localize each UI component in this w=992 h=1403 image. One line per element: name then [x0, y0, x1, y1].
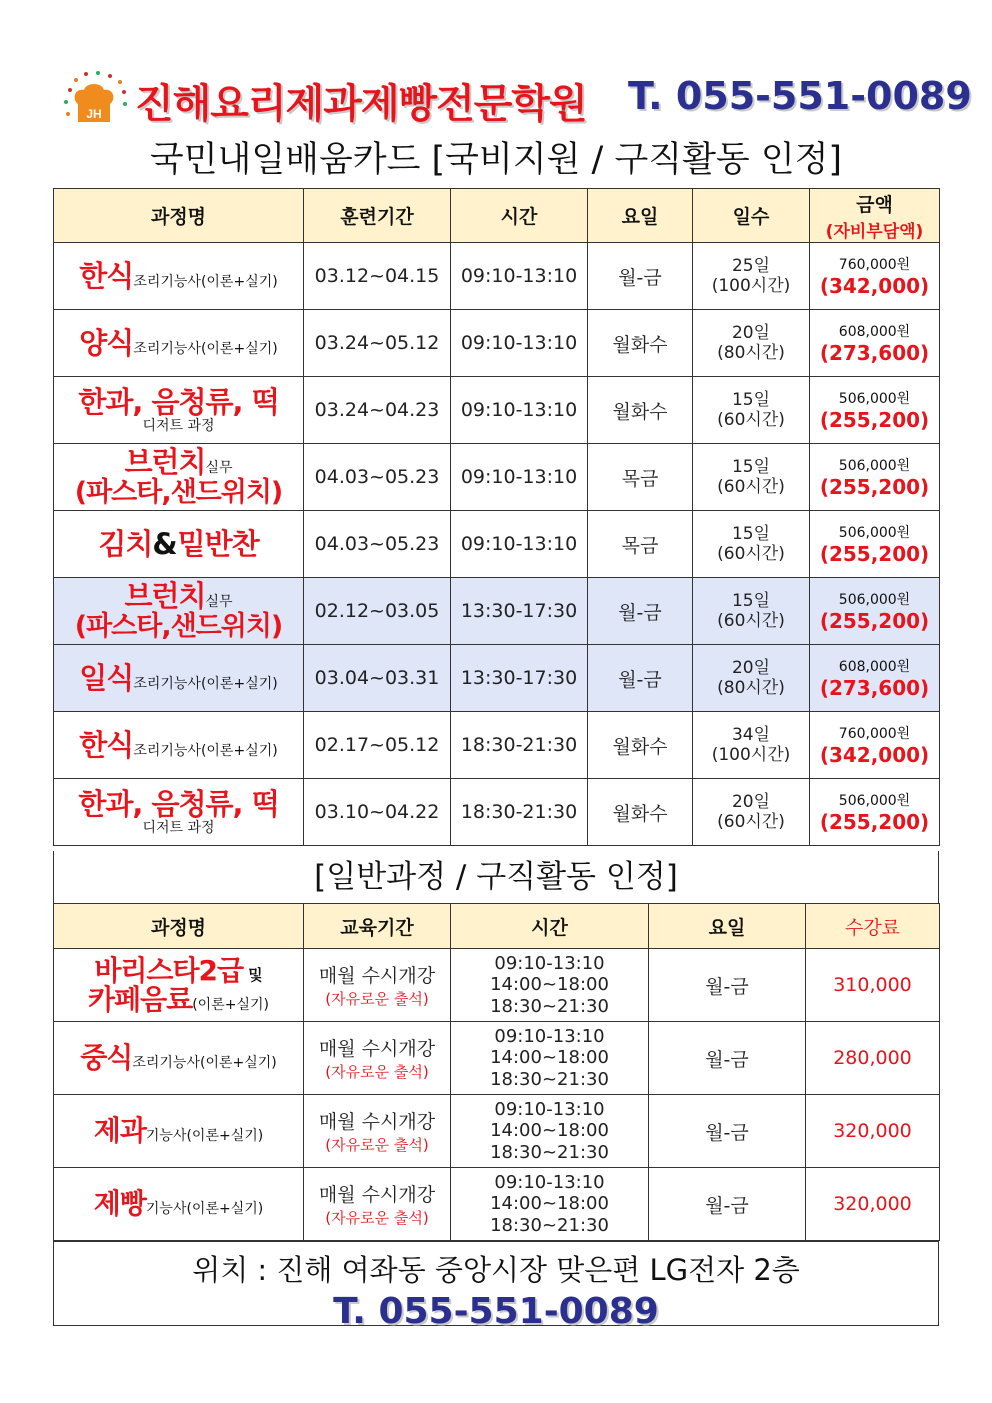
course-name: 제과: [93, 1114, 146, 1148]
hours-count: (60시간): [717, 410, 785, 430]
course-name-part-a: 김치: [98, 526, 153, 561]
header-phone: T. 055-551-0089: [628, 74, 972, 118]
page-subtitle: 국민내일배움카드 [국비지원 / 구직활동 인정]: [149, 140, 843, 180]
price-header-label: 금액: [856, 193, 893, 216]
weekday-cell: 월-금: [649, 1168, 806, 1241]
price-cell: [810, 243, 940, 310]
school-name: 진해요리제과제빵전문학원: [135, 81, 587, 127]
course-name-amp: &: [152, 526, 178, 561]
table-row: [54, 712, 940, 779]
time-cell: 18:30-21:30: [451, 712, 588, 779]
period-cell: 03.10~04.22: [304, 779, 451, 846]
full-price: 760,000원: [838, 257, 911, 273]
col-header: 교육기간: [304, 904, 451, 949]
period-note: (자유로운 출석): [325, 990, 429, 1008]
weekday-cell: 월-금: [588, 578, 693, 645]
time-cell: 18:30-21:30: [451, 779, 588, 846]
fee-cell: 280,000: [806, 1022, 940, 1095]
course-suffix: 조리기능사(이론+실기): [133, 675, 278, 692]
course-subtitle: 디저트 과정: [142, 417, 215, 434]
course-name-part-b: 밑반찬: [177, 526, 259, 561]
full-price: 506,000원: [838, 525, 911, 541]
times-cell: [451, 1022, 649, 1095]
course-name-cell: [54, 1022, 304, 1095]
course-conjunction: 및: [248, 965, 263, 984]
times-cell: [451, 949, 649, 1022]
course-name: 한과, 음청류, 떡: [78, 786, 279, 821]
time-slot: 09:10-13:10: [494, 1098, 605, 1120]
period-cell: 02.17~05.12: [304, 712, 451, 779]
table-row-highlighted: [54, 645, 940, 712]
weekday-cell: 월화수: [588, 310, 693, 377]
self-pay: (273,600): [819, 341, 930, 365]
hours-count: (60시간): [717, 611, 785, 631]
time-slot: 09:10-13:10: [494, 1171, 605, 1193]
self-pay: (273,600): [819, 676, 930, 700]
days-cell: [693, 377, 810, 444]
period-cell: 03.12~04.15: [304, 243, 451, 310]
footer-phone: T. 055-551-0089: [333, 1291, 659, 1332]
self-pay: (255,200): [819, 475, 930, 499]
table-row-highlighted: [54, 578, 940, 645]
period-cell: 02.12~03.05: [304, 578, 451, 645]
days-cell: [693, 779, 810, 846]
full-price: 506,000원: [838, 793, 911, 809]
course-name-cell: [54, 949, 304, 1022]
hours-count: (80시간): [717, 678, 785, 698]
period-cell: 03.24~04.23: [304, 377, 451, 444]
days-cell: [693, 511, 810, 578]
time-slot: 14:00~18:00: [490, 1047, 609, 1069]
table-header-row: [54, 189, 940, 243]
time-cell: 09:10-13:10: [451, 444, 588, 511]
general-section-title: [일반과정 / 구직활동 인정]: [53, 851, 939, 903]
full-price: 506,000원: [838, 592, 911, 608]
self-pay: (255,200): [819, 542, 930, 566]
hours-count: (100시간): [711, 745, 791, 765]
time-cell: 13:30-17:30: [451, 645, 588, 712]
course-name-cell: [54, 310, 304, 377]
course-name: 한식: [79, 727, 134, 762]
table-row: [54, 779, 940, 846]
time-slot: 18:30~21:30: [490, 995, 609, 1017]
col-header: 시간: [451, 904, 649, 949]
price-cell: [810, 645, 940, 712]
hours-count: (60시간): [717, 477, 785, 497]
col-header: 과정명: [54, 189, 304, 243]
logo-text: JH: [86, 107, 102, 121]
course-name-line2: (파스타,샌드위치): [74, 611, 283, 642]
time-cell: 09:10-13:10: [451, 243, 588, 310]
period-cell: 03.04~03.31: [304, 645, 451, 712]
days-count: 25일: [731, 255, 771, 276]
period-note: (자유로운 출석): [325, 1063, 429, 1081]
course-suffix: 조리기능사(이론+실기): [133, 273, 278, 290]
course-subtitle: 디저트 과정: [142, 819, 215, 836]
col-header: 일수: [693, 189, 810, 243]
course-name-cell: [54, 712, 304, 779]
period-note: (자유로운 출석): [325, 1209, 429, 1227]
course-name-cell: [54, 645, 304, 712]
days-count: 15일: [731, 523, 771, 544]
times-cell: [451, 1168, 649, 1241]
days-count: 15일: [731, 590, 771, 611]
time-slot: 09:10-13:10: [494, 952, 605, 974]
full-price: 608,000원: [838, 324, 911, 340]
table-row: [54, 310, 940, 377]
course-suffix: 실무: [205, 460, 233, 476]
fee-cell: 310,000: [806, 949, 940, 1022]
col-header: 요일: [588, 189, 693, 243]
course-name: 일식: [79, 660, 134, 695]
days-cell: [693, 310, 810, 377]
self-pay: (255,200): [819, 810, 930, 834]
course-name-cell: [54, 578, 304, 645]
self-pay: (342,000): [819, 743, 930, 767]
course-suffix: 조리기능사(이론+실기): [133, 742, 278, 759]
col-header: 요일: [649, 904, 806, 949]
period-text: 매월 수시개강: [318, 965, 436, 987]
days-count: 20일: [731, 322, 771, 343]
weekday-cell: 월화수: [588, 712, 693, 779]
course-name-cell: [54, 444, 304, 511]
table-row: [54, 1022, 940, 1095]
price-cell: [810, 511, 940, 578]
course-name: 바리스타2급: [94, 953, 244, 987]
time-cell: 09:10-13:10: [451, 310, 588, 377]
time-slot: 14:00~18:00: [490, 1193, 609, 1215]
national-course-table: [53, 188, 940, 846]
course-name-cell: [54, 243, 304, 310]
weekday-cell: 월화수: [588, 779, 693, 846]
time-cell: 09:10-13:10: [451, 377, 588, 444]
hours-count: (80시간): [717, 343, 785, 363]
col-header: 과정명: [54, 904, 304, 949]
period-cell: 03.24~05.12: [304, 310, 451, 377]
period-cell: [304, 1022, 451, 1095]
page-header: [0, 68, 992, 130]
self-pay: (255,200): [819, 609, 930, 633]
table-header-row: [54, 904, 940, 949]
col-header-price: [810, 189, 940, 243]
course-name-line2: 카페음료: [88, 983, 193, 1016]
table-row: [54, 949, 940, 1022]
price-cell: [810, 310, 940, 377]
weekday-cell: 월-금: [649, 949, 806, 1022]
price-cell: [810, 779, 940, 846]
course-name: 브런치: [124, 445, 206, 479]
price-cell: [810, 444, 940, 511]
course-name-cell: [54, 1095, 304, 1168]
course-suffix: 실무: [205, 594, 233, 610]
full-price: 506,000원: [838, 458, 911, 474]
weekday-cell: 월-금: [588, 645, 693, 712]
table-row: [54, 1095, 940, 1168]
self-pay: (342,000): [819, 274, 930, 298]
time-slot: 09:10-13:10: [494, 1025, 605, 1047]
full-price: 608,000원: [838, 659, 911, 675]
time-slot: 14:00~18:00: [490, 1120, 609, 1142]
time-cell: 13:30-17:30: [451, 578, 588, 645]
fee-cell: 320,000: [806, 1168, 940, 1241]
course-suffix: (이론+실기): [192, 997, 269, 1013]
period-text: 매월 수시개강: [318, 1038, 436, 1060]
weekday-cell: 목금: [588, 511, 693, 578]
days-cell: [693, 645, 810, 712]
period-text: 매월 수시개강: [318, 1184, 436, 1206]
full-price: 506,000원: [838, 391, 911, 407]
price-cell: [810, 377, 940, 444]
course-name: 브런치: [124, 579, 206, 613]
course-name: 한식: [79, 258, 134, 293]
course-name: 한과, 음청류, 떡: [78, 384, 279, 419]
time-slot: 18:30~21:30: [490, 1141, 609, 1163]
course-name-cell: [54, 779, 304, 846]
course-suffix: 기능사(이론+실기): [145, 1128, 264, 1145]
weekday-cell: 월-금: [649, 1095, 806, 1168]
hours-count: (60시간): [717, 544, 785, 564]
weekday-cell: 월-금: [649, 1022, 806, 1095]
fee-cell: 320,000: [806, 1095, 940, 1168]
days-count: 20일: [731, 791, 771, 812]
times-cell: [451, 1095, 649, 1168]
days-count: 15일: [731, 389, 771, 410]
course-name: 양식: [79, 325, 134, 360]
time-slot: 18:30~21:30: [490, 1214, 609, 1236]
course-name-cell: [54, 511, 304, 578]
period-text: 매월 수시개강: [318, 1111, 436, 1133]
period-cell: [304, 1095, 451, 1168]
period-cell: [304, 949, 451, 1022]
days-cell: [693, 444, 810, 511]
course-suffix: 조리기능사(이론+실기): [132, 1055, 277, 1072]
weekday-cell: 월-금: [588, 243, 693, 310]
course-name: 제빵: [93, 1187, 146, 1221]
days-cell: [693, 578, 810, 645]
course-suffix: 조리기능사(이론+실기): [133, 340, 278, 357]
full-price: 760,000원: [838, 726, 911, 742]
location-text: 위치 : 진해 여좌동 중앙시장 맞은편 LG전자 2층: [192, 1253, 800, 1287]
period-cell: 04.03~05.23: [304, 511, 451, 578]
price-cell: [810, 578, 940, 645]
days-count: 34일: [731, 724, 771, 745]
days-count: 15일: [731, 456, 771, 477]
course-name-cell: [54, 377, 304, 444]
weekday-cell: 목금: [588, 444, 693, 511]
time-cell: 09:10-13:10: [451, 511, 588, 578]
self-pay: (255,200): [819, 408, 930, 432]
time-slot: 18:30~21:30: [490, 1068, 609, 1090]
days-cell: [693, 712, 810, 779]
price-header-note: (자비부담액): [825, 221, 924, 242]
col-header: 훈련기간: [304, 189, 451, 243]
course-name-cell: [54, 1168, 304, 1241]
time-slot: 14:00~18:00: [490, 974, 609, 996]
hours-count: (100시간): [711, 276, 791, 296]
days-cell: [693, 243, 810, 310]
table-row: [54, 1168, 940, 1241]
days-count: 20일: [731, 657, 771, 678]
course-name: 중식: [80, 1041, 133, 1075]
page-footer: [53, 1241, 939, 1332]
course-name-line2: (파스타,샌드위치): [74, 477, 283, 508]
table-row: [54, 243, 940, 310]
col-header-fee: 수강료: [806, 904, 940, 949]
period-cell: [304, 1168, 451, 1241]
table-row: [54, 377, 940, 444]
course-suffix: 기능사(이론+실기): [145, 1201, 264, 1218]
weekday-cell: 월화수: [588, 377, 693, 444]
table-row: [54, 511, 940, 578]
col-header: 시간: [451, 189, 588, 243]
chef-hat-logo-icon: [62, 70, 128, 128]
period-cell: 04.03~05.23: [304, 444, 451, 511]
price-cell: [810, 712, 940, 779]
general-course-table: [53, 903, 940, 1241]
period-note: (자유로운 출석): [325, 1136, 429, 1154]
hours-count: (60시간): [717, 812, 785, 832]
table-row: [54, 444, 940, 511]
